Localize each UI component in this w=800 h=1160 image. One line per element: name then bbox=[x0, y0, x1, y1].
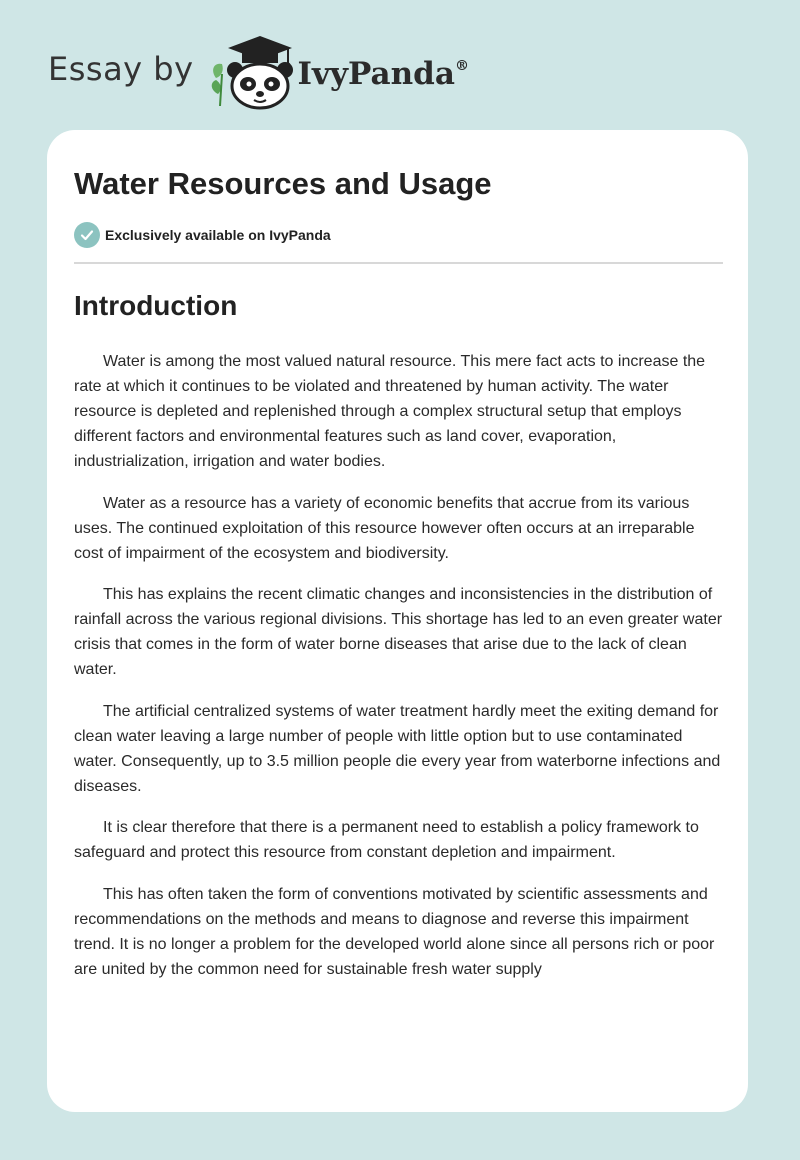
paragraph: Water is among the most valued natural resource. This mere fact acts to increase the rate at which it continues to be violated and threatened by human activity. The water resource is depleted and replenished through a complex structural setup that employs different factors and environmental features such as land cover, evaporation, industrialization, irrigation and water bodies. bbox=[74, 353, 706, 470]
essay-by-label: Essay by bbox=[48, 50, 194, 88]
essay-content bbox=[74, 166, 723, 998]
paragraph: It is clear therefore that there is a permanent need to establish a policy framework to safeguard and protect this resource from constant depletion and impairment. bbox=[74, 819, 699, 861]
divider bbox=[74, 262, 723, 264]
paragraph: This has explains the recent climatic changes and inconsistencies in the distribution of rainfall across the various regional divisions. This shortage has led to an even greater water crisis that comes in the form of water borne diseases that arise due to the lack of clean water. bbox=[74, 586, 723, 678]
essay-body bbox=[74, 349, 723, 982]
site-header bbox=[48, 34, 469, 110]
paragraph: The artificial centralized systems of water treatment hardly meet the exiting demand for clean water leaving a large number of people with little option but to use contaminated water. Consequently, up to 3.5 million people die every year from waterborne infections and diseases. bbox=[74, 702, 721, 795]
panda-logo-icon[interactable] bbox=[208, 34, 296, 110]
section-heading: Introduction bbox=[74, 290, 238, 321]
brand-name[interactable]: IvyPanda® bbox=[297, 56, 469, 92]
page-title: Water Resources and Usage bbox=[74, 166, 492, 201]
essay-card bbox=[47, 130, 748, 1112]
availability-badge bbox=[74, 222, 723, 248]
registered-mark: ® bbox=[454, 58, 469, 74]
paragraph: Water as a resource has a variety of economic benefits that accrue from its various uses. The continued exploitation of this resource however often occurs at an irreparable cost of impairment of the ecosystem and biodiversity. bbox=[74, 494, 695, 562]
check-circle-icon bbox=[74, 222, 100, 248]
availability-text: Exclusively available on IvyPanda bbox=[105, 227, 331, 243]
paragraph: This has often taken the form of conventions motivated by scientific assessments and recommendations on the methods and means to diagnose and reverse this impairment trend. It is no longer a problem for the developed world alone since all persons rich or poor are united by the common need for sustainable fresh water supply bbox=[74, 885, 715, 978]
